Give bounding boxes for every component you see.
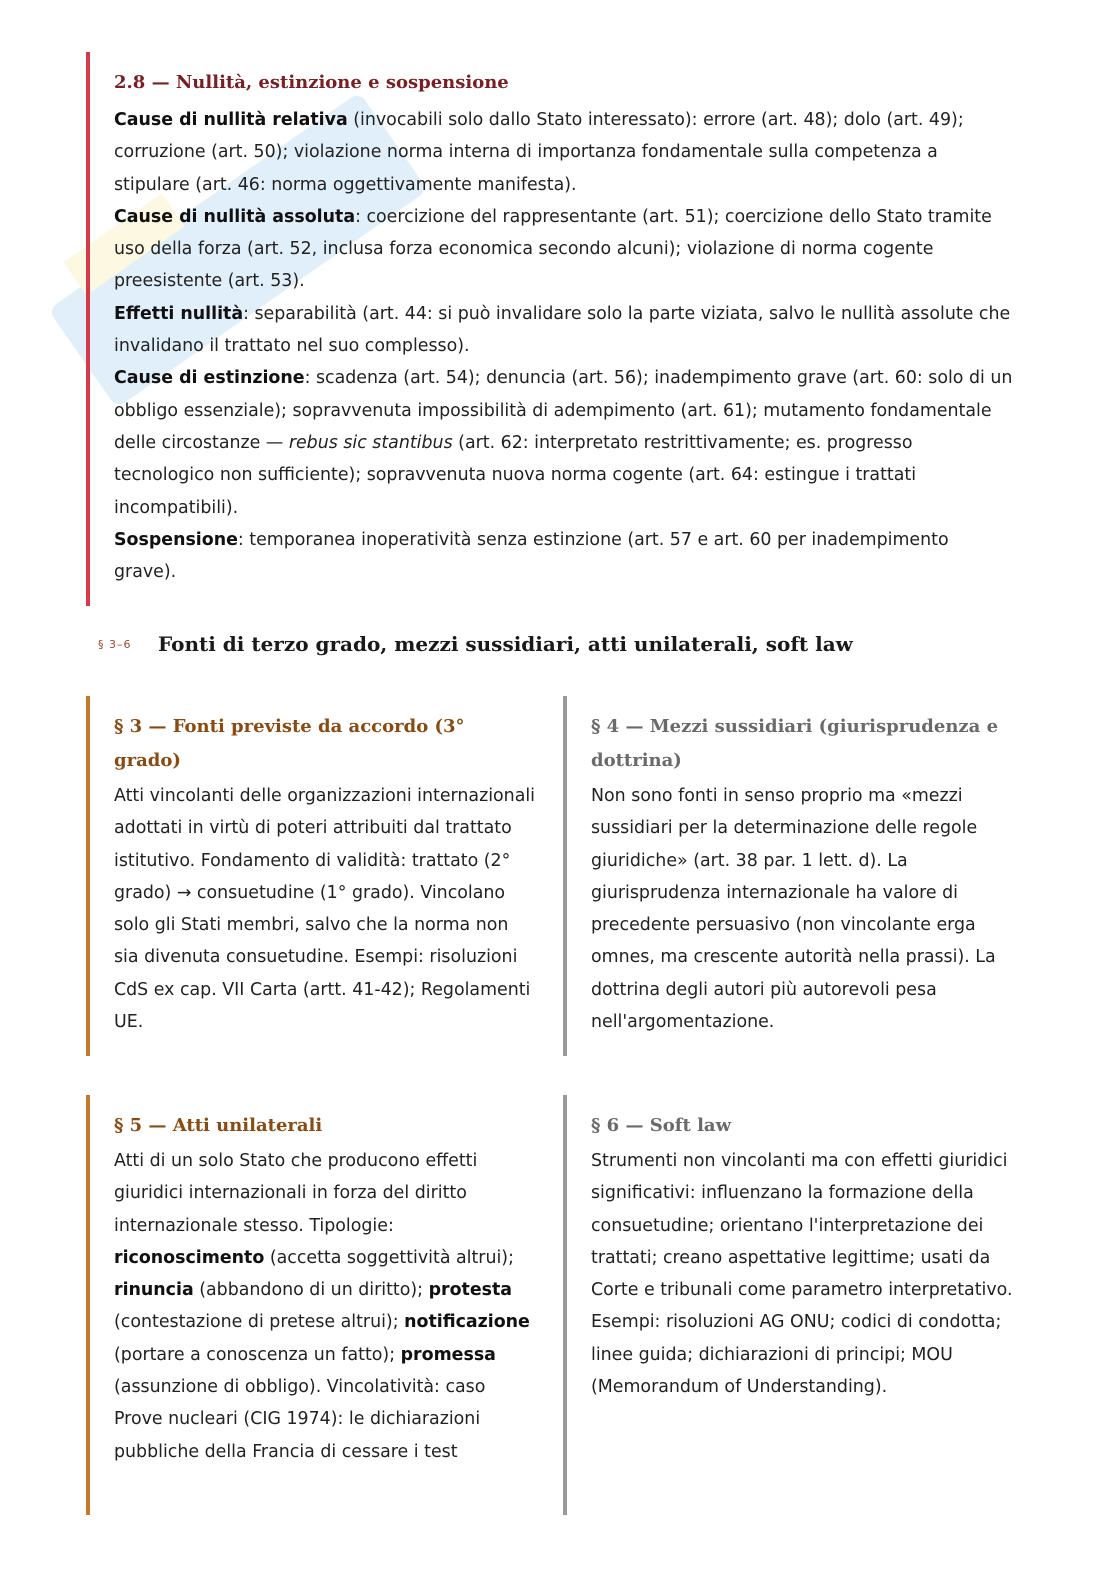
paragraph-nullita-relativa: Cause di nullità relativa (invocabili solo dallo Stato interessato): errore (art. 48); dolo (art. 49); corruzione (art. 50); violazione norma interna di importanza fondamentale sulla competenza a stipulare (art. 46: norma oggettivamente manifesta). xyxy=(114,110,964,195)
term-estinzione: Cause di estinzione xyxy=(114,368,305,389)
card-atti-unilaterali xyxy=(86,1095,536,1515)
term-sospensione: Sospensione xyxy=(114,529,238,550)
card-mezzi-sussidiari xyxy=(563,696,1013,1056)
card-soft-law xyxy=(563,1095,1013,1515)
text-s5: Atti di un solo Stato che producono effetti giuridici internazionali in forza del diritto internazionale stesso. Tipologie: riconoscimento (accetta soggettività altrui); rinuncia (abbandono di un diritto); protesta (contestazione di pretese altrui); notificazione (portare a conoscenza un fatto); promessa (assunzione di obbligo). Vincolatività: caso Prove nucleari (CIG 1974): le dichiarazioni pubbliche della Francia di cessare i test xyxy=(114,1151,530,1462)
latin-phrase: rebus sic stantibus xyxy=(288,432,453,453)
text-s6: Strumenti non vincolanti ma con effetti giuridici significativi: influenzano la formazione della consuetudine; orientano l'interpretazione dei trattati; creano aspettative legittime; usati da Corte e tribunali come parametro interpretativo. Esempi: risoluzioni AG ONU; codici di condotta; linee guida; dichiarazioni di principi; MOU (Memorandum of Understanding). xyxy=(591,1151,1013,1398)
term-promessa: promessa xyxy=(400,1344,496,1365)
paragraph-estinzione: Cause di estinzione: scadenza (art. 54); denuncia (art. 56); inadempimento grave (art. 60: solo di un obbligo essenziale); sopravvenuta impossibilità di adempimento (art. 61); mutamento fondamentale delle circostanze — rebus sic stantibus (art. 62: interpretato restrittivamente; es. progresso tecnologico non sufficiente); sopravvenuta nuova norma cogente (art. 64: estingue i trattati incompatibili). xyxy=(114,368,1013,518)
heading-s3: § 3 — Fonti previste da accordo (3° grado) xyxy=(114,716,465,771)
heading-s5: § 5 — Atti unilaterali xyxy=(114,1115,323,1136)
paragraph-effetti-nullita: Effetti nullità: separabilità (art. 44: si può invalidare solo la parte viziata, salvo le nullità assolute che invalidano il trattato nel suo complesso). xyxy=(114,303,1011,357)
section-tag: § 3–6 xyxy=(98,637,132,651)
heading-s4: § 4 — Mezzi sussidiari (giurisprudenza e dottrina) xyxy=(591,716,999,771)
block-nullita xyxy=(86,52,1016,606)
paragraph-sospensione: Sospensione: temporanea inoperatività senza estinzione (art. 57 e art. 60 per inadempimento grave). xyxy=(114,529,949,583)
heading-s6: § 6 — Soft law xyxy=(591,1115,732,1136)
heading-2-8: 2.8 — Nullità, estinzione e sospensione xyxy=(114,72,509,93)
text-s4: Non sono fonti in senso proprio ma «mezzi sussidiari per la determinazione delle regole giuridiche» (art. 38 par. 1 lett. d). La giurisprudenza internazionale ha valore di precedente persuasivo (non vincolante erga omnes, ma crescente autorità nella prassi). La dottrina degli autori più autorevoli pesa nell'argomentazione. xyxy=(591,786,996,1033)
paragraph-nullita-assoluta: Cause di nullità assoluta: coercizione del rappresentante (art. 51); coercizione dello Stato tramite uso della forza (art. 52, inclusa forza economica secondo alcuni); violazione di norma cogente preesistente (art. 53). xyxy=(114,206,992,292)
card-fonti-terzo-grado xyxy=(86,696,536,1056)
term-rinuncia: rinuncia xyxy=(114,1280,194,1301)
term-effetti-nullita: Effetti nullità xyxy=(114,303,244,324)
term-protesta: protesta xyxy=(428,1280,513,1301)
term-nullita-assoluta: Cause di nullità assoluta xyxy=(114,206,356,227)
term-nullita-relativa: Cause di nullità relativa xyxy=(114,110,348,130)
text-s3: Atti vincolanti delle organizzazioni internazionali adottati in virtù di poteri attribuiti dal trattato istitutivo. Fondamento di validità: trattato (2° grado) → consuetudine (1° grado). Vincolano solo gli Stati membri, salvo che la norma non sia divenuta consuetudine. Esempi: risoluzioni CdS ex cap. VII Carta (artt. 41-42); Regolamenti UE. xyxy=(114,786,536,1033)
section-title: Fonti di terzo grado, mezzi sussidiari, atti unilaterali, soft law xyxy=(158,632,853,656)
term-notificazione: notificazione xyxy=(404,1312,530,1333)
term-riconoscimento: riconoscimento xyxy=(114,1247,265,1268)
section-header xyxy=(98,632,853,656)
